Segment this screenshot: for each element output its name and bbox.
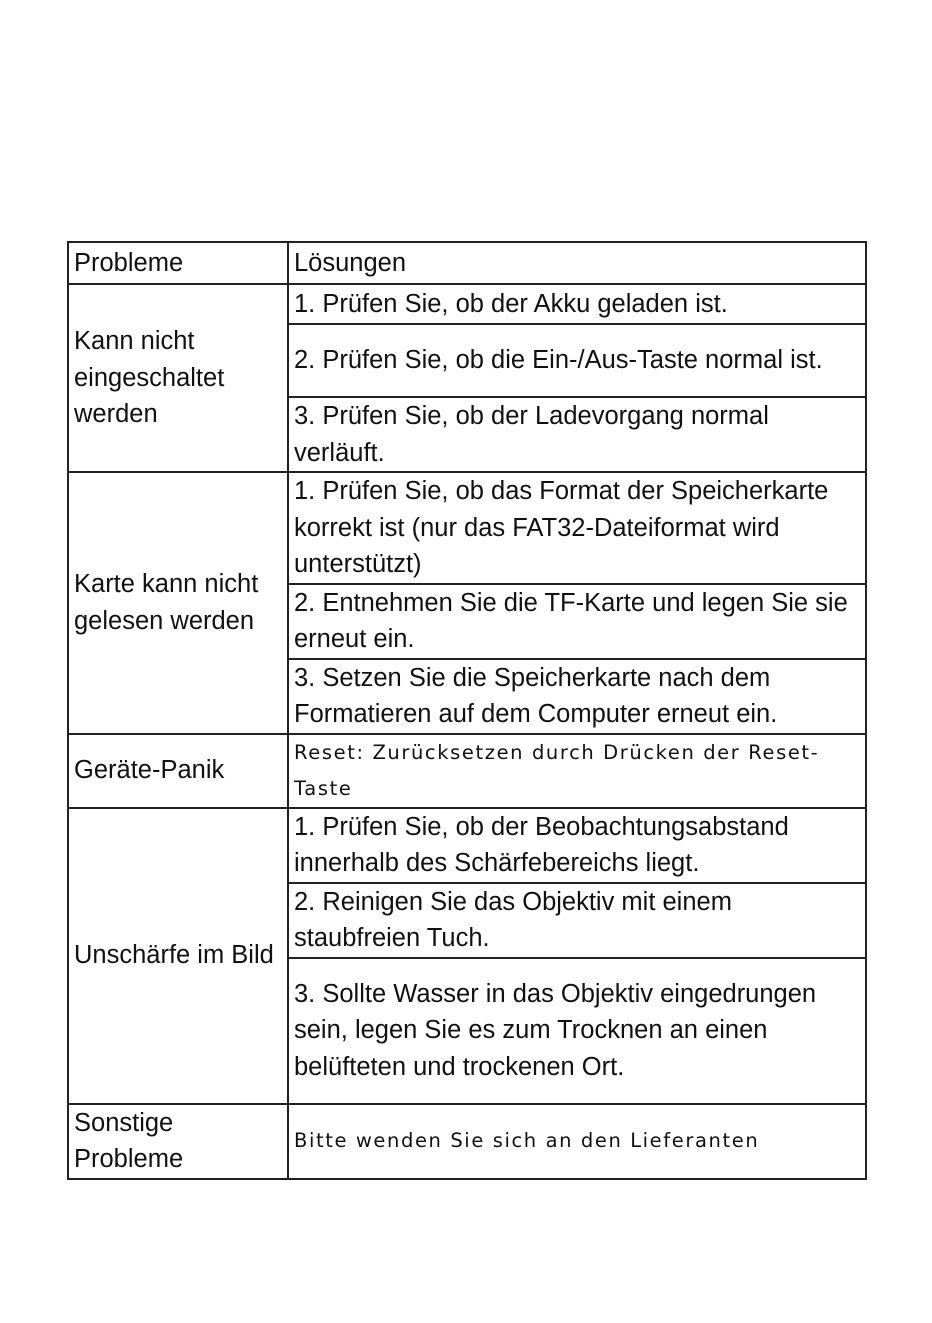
solution-cell: 3. Setzen Sie die Speicherkarte nach dem Formatieren auf dem Computer erneut ein.	[288, 659, 866, 734]
solution-cell: 1. Prüfen Sie, ob das Format der Speicherkarte korrekt ist (nur das FAT32-Dateiformat wird unterstützt)	[288, 472, 866, 584]
problem-cell: Sonstige Probleme	[68, 1104, 288, 1179]
table-row	[68, 734, 866, 808]
header-solutions: Lösungen	[288, 242, 866, 284]
table-header-row	[68, 242, 866, 284]
solution-cell: 3. Prüfen Sie, ob der Ladevorgang normal verläuft.	[288, 397, 866, 472]
solution-cell: Reset: Zurücksetzen durch Drücken der Reset-Taste	[288, 734, 866, 808]
problem-cell: Unschärfe im Bild	[68, 808, 288, 1104]
problem-cell: Geräte-Panik	[68, 734, 288, 808]
solution-cell: Bitte wenden Sie sich an den Lieferanten	[288, 1104, 866, 1179]
table-row	[68, 472, 866, 584]
problem-cell: Karte kann nicht gelesen werden	[68, 472, 288, 734]
table-row	[68, 284, 866, 324]
solution-cell: 2. Prüfen Sie, ob die Ein-/Aus-Taste normal ist.	[288, 324, 866, 397]
solution-cell: 2. Reinigen Sie das Objektiv mit einem staubfreien Tuch.	[288, 883, 866, 958]
table-row	[68, 808, 866, 883]
problem-cell: Kann nicht eingeschaltet werden	[68, 284, 288, 472]
solution-cell: 1. Prüfen Sie, ob der Beobachtungsabstand innerhalb des Schärfebereichs liegt.	[288, 808, 866, 883]
header-problems: Probleme	[68, 242, 288, 284]
solution-cell: 3. Sollte Wasser in das Objektiv eingedrungen sein, legen Sie es zum Trocknen an einen belüfteten und trockenen Ort.	[288, 958, 866, 1104]
table-row	[68, 1104, 866, 1179]
solution-cell: 1. Prüfen Sie, ob der Akku geladen ist.	[288, 284, 866, 324]
troubleshooting-table	[67, 241, 867, 1180]
solution-cell: 2. Entnehmen Sie die TF-Karte und legen Sie sie erneut ein.	[288, 584, 866, 659]
